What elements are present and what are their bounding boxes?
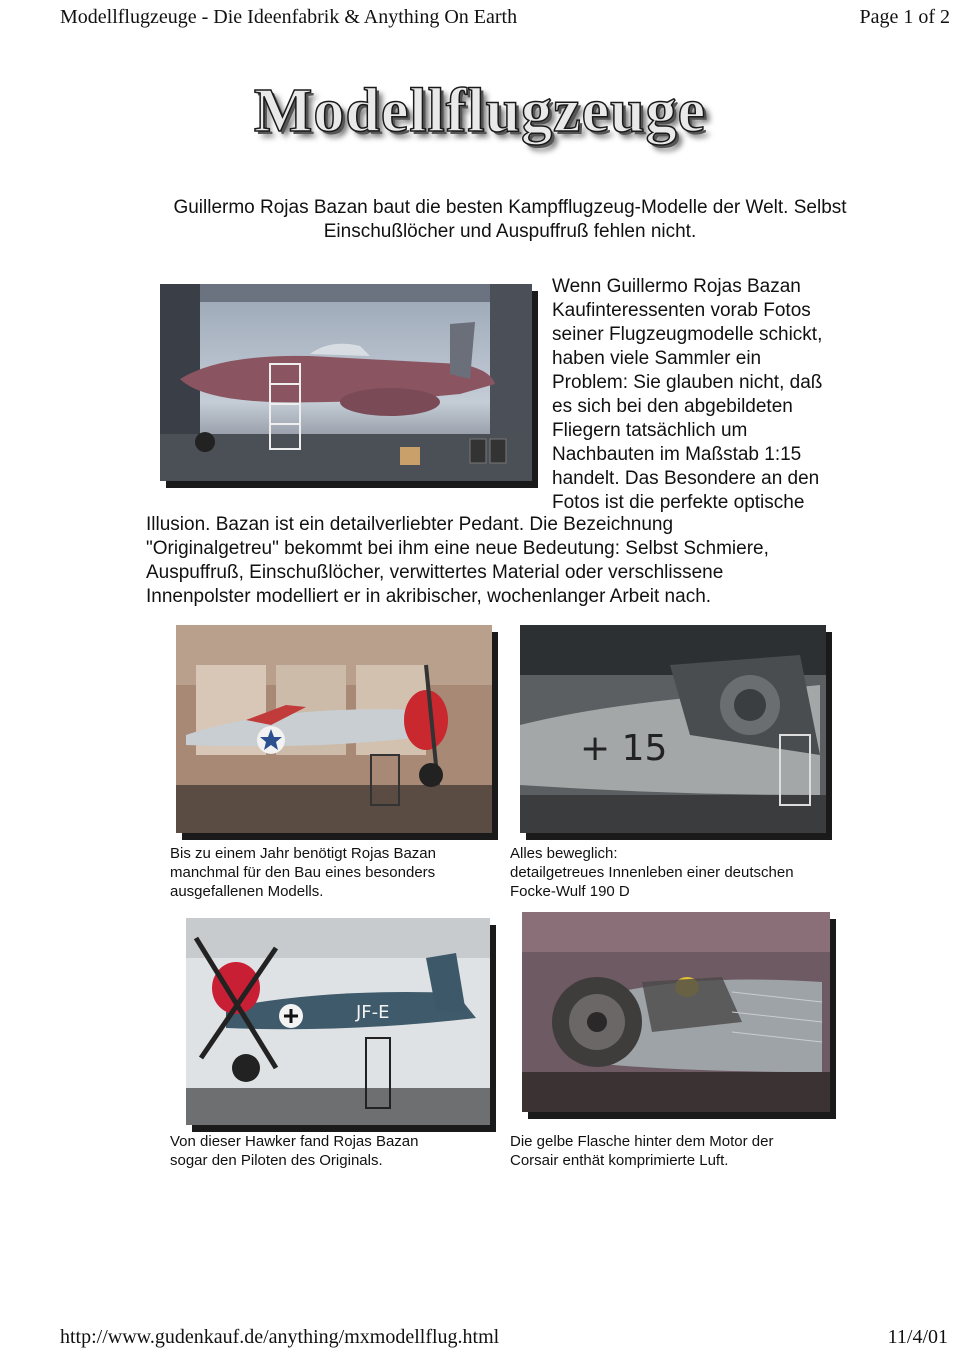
caption-4 bbox=[510, 1132, 850, 1170]
photo-hawker bbox=[186, 918, 490, 1125]
intro-line: Guillermo Rojas Bazan baut die besten Kampfflugzeug-Modelle der Welt. Selbst bbox=[173, 197, 847, 218]
article-full-text bbox=[146, 513, 886, 609]
article-line: Nachbauten im Maßstab 1:15 bbox=[552, 444, 802, 465]
photo-corsair-engine bbox=[522, 912, 830, 1112]
caption-3 bbox=[170, 1132, 510, 1170]
caption-line: detailgetreues Innenleben einer deutschen bbox=[510, 864, 794, 881]
article-line: Illusion. Bazan ist ein detailverliebter Pedant. Die Bezeichnung bbox=[146, 514, 674, 535]
article-line: seiner Flugzeugmodelle schickt, bbox=[552, 324, 823, 345]
caption-line: Von dieser Hawker fand Rojas Bazan bbox=[170, 1133, 419, 1150]
print-header-title: Modellflugzeuge - Die Ideenfabrik & Anything On Earth bbox=[60, 6, 518, 28]
article-line: Fotos ist die perfekte optische bbox=[552, 492, 805, 513]
print-footer-url: http://www.gudenkauf.de/anything/mxmodellflug.html bbox=[60, 1326, 500, 1348]
svg-text:JF-E: JF-E bbox=[356, 1002, 390, 1023]
article-line: handelt. Das Besondere an den bbox=[552, 468, 820, 489]
article-line: Kaufinteressenten vorab Fotos bbox=[552, 300, 811, 321]
caption-line: Bis zu einem Jahr benötigt Rojas Bazan bbox=[170, 845, 436, 862]
caption-line: ausgefallenen Modells. bbox=[170, 883, 324, 900]
caption-line: Focke-Wulf 190 D bbox=[510, 883, 630, 900]
article-line: Auspuffruß, Einschußlöcher, verwittertes Material oder verschlissene bbox=[146, 562, 724, 583]
banner-title: Modellflugzeuge bbox=[253, 77, 707, 145]
caption-1 bbox=[170, 844, 510, 901]
article-line: "Originalgetreu" bekommt bei ihm eine neue Bedeutung: Selbst Schmiere, bbox=[146, 538, 769, 559]
article-wrap-text bbox=[552, 275, 872, 515]
intro-text bbox=[100, 196, 920, 244]
photo-me262-hangar bbox=[160, 284, 532, 481]
caption-line: Corsair enthät komprimierte Luft. bbox=[510, 1152, 729, 1169]
photo-hangar-red-cowl bbox=[176, 625, 492, 833]
caption-line: sogar den Piloten des Originals. bbox=[170, 1152, 383, 1169]
article-line: Wenn Guillermo Rojas Bazan bbox=[552, 276, 801, 297]
article-line: es sich bei den abgebildeten bbox=[552, 396, 793, 417]
article-line: haben viele Sammler ein bbox=[552, 348, 762, 369]
caption-line: Alles beweglich: bbox=[510, 845, 618, 862]
caption-line: manchmal für den Bau eines besonders bbox=[170, 864, 436, 881]
intro-line: Einschußlöcher und Auspuffruß fehlen nicht. bbox=[323, 221, 697, 242]
article-line: Problem: Sie glauben nicht, daß bbox=[552, 372, 823, 393]
photo-fw190-interior bbox=[520, 625, 826, 833]
caption-2 bbox=[510, 844, 850, 901]
caption-line: Die gelbe Flasche hinter dem Motor der bbox=[510, 1133, 774, 1150]
print-footer-date: 11/4/01 bbox=[887, 1326, 948, 1348]
article-line: Fliegern tatsächlich um bbox=[552, 420, 748, 441]
print-header-page: Page 1 of 2 bbox=[859, 6, 950, 28]
article-line: Innenpolster modelliert er in akribischer, wochenlanger Arbeit nach. bbox=[146, 586, 712, 607]
svg-text:+ 15: + 15 bbox=[580, 728, 668, 769]
